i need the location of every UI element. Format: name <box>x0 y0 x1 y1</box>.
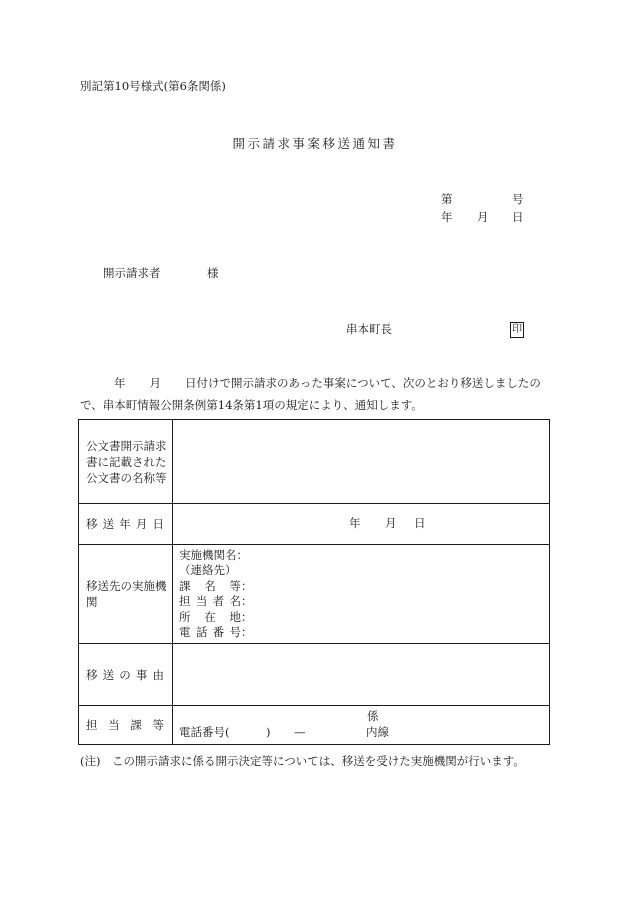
transfer-details-table <box>78 419 550 745</box>
document-name-label: 公文書開示請求書に記載された公文書の名称等 <box>79 420 173 504</box>
label-char: 当 <box>108 718 120 732</box>
label-char: 送 <box>102 517 115 531</box>
body-year: 年 <box>114 376 126 390</box>
label-char: 移 <box>86 667 98 682</box>
body-month: 月 <box>149 376 161 390</box>
document-name-cell <box>173 420 550 504</box>
addressee-honorific: 様 <box>207 266 219 280</box>
label-char: 課 <box>130 718 142 732</box>
issuer-name: 串本町長 <box>346 322 392 336</box>
issue-date-day: 日 <box>512 210 524 224</box>
addressee-label: 開示請求者 <box>103 266 161 280</box>
person-field: 担当者名： <box>179 594 253 608</box>
document-title: 開示請求事案移送通知書 <box>232 136 398 151</box>
doc-number-suffix: 号 <box>512 192 524 206</box>
address-field: 所在地： <box>179 609 253 624</box>
transfer-reason-label <box>79 644 173 706</box>
phone-number-label: 電話番号( <box>179 725 230 739</box>
contact-heading: （連絡先） <box>179 563 237 577</box>
label-char: 月 <box>135 517 148 531</box>
label-char: 担 <box>86 718 98 732</box>
responsible-section-cell <box>173 706 550 745</box>
extension-label: 内線 <box>366 725 389 739</box>
footnote: (注) この開示請求に係る開示決定等については、移送を受けた実施機関が行います。 <box>80 754 525 768</box>
transfer-date-day: 日 <box>414 516 426 530</box>
seal-mark: 印 <box>510 322 524 338</box>
label-char: 由 <box>152 667 164 682</box>
body-text-main: 日付けで開示請求のあった事案について、次のとおり移送しましたの <box>185 376 541 390</box>
transfer-date-month: 月 <box>385 516 397 530</box>
phone-paren-close: ) <box>266 725 271 739</box>
body-text-line-1 <box>80 378 541 390</box>
table-row <box>79 504 550 545</box>
label-char: 移 <box>86 517 98 531</box>
kakari-label: 係 <box>367 709 379 723</box>
doc-number-prefix: 第 <box>441 192 453 206</box>
agency-name-field: 実施機関名： <box>179 547 248 562</box>
issue-date-year: 年 <box>441 210 453 224</box>
table-row <box>79 644 550 706</box>
transfer-reason-cell <box>173 644 550 706</box>
transfer-date-year: 年 <box>349 516 361 530</box>
label-char: の <box>119 667 131 682</box>
label-char: 等 <box>152 718 164 732</box>
destination-agency-cell <box>173 545 550 644</box>
table-row <box>79 420 550 504</box>
label-char: 送 <box>102 667 115 682</box>
phone-dash: — <box>294 725 306 739</box>
form-reference: 別記第10号様式(第6条関係) <box>80 79 226 93</box>
responsible-section-label <box>79 706 173 745</box>
label-char: 年 <box>119 517 131 531</box>
body-text-line-2: で、串本町情報公開条例第14条第1項の規定により、通知します。 <box>80 398 423 412</box>
transfer-date-cell <box>173 504 550 545</box>
section-field: 課名等： <box>179 578 253 593</box>
issue-date-month: 月 <box>477 210 489 224</box>
label-char: 日 <box>152 517 164 531</box>
label-char: 事 <box>135 667 148 682</box>
transfer-date-label <box>79 504 173 545</box>
phone-field: 電話番号： <box>179 625 253 639</box>
destination-agency-label: 移送先の実施機関 <box>79 545 173 644</box>
table-row <box>79 545 550 644</box>
table-row <box>79 706 550 745</box>
